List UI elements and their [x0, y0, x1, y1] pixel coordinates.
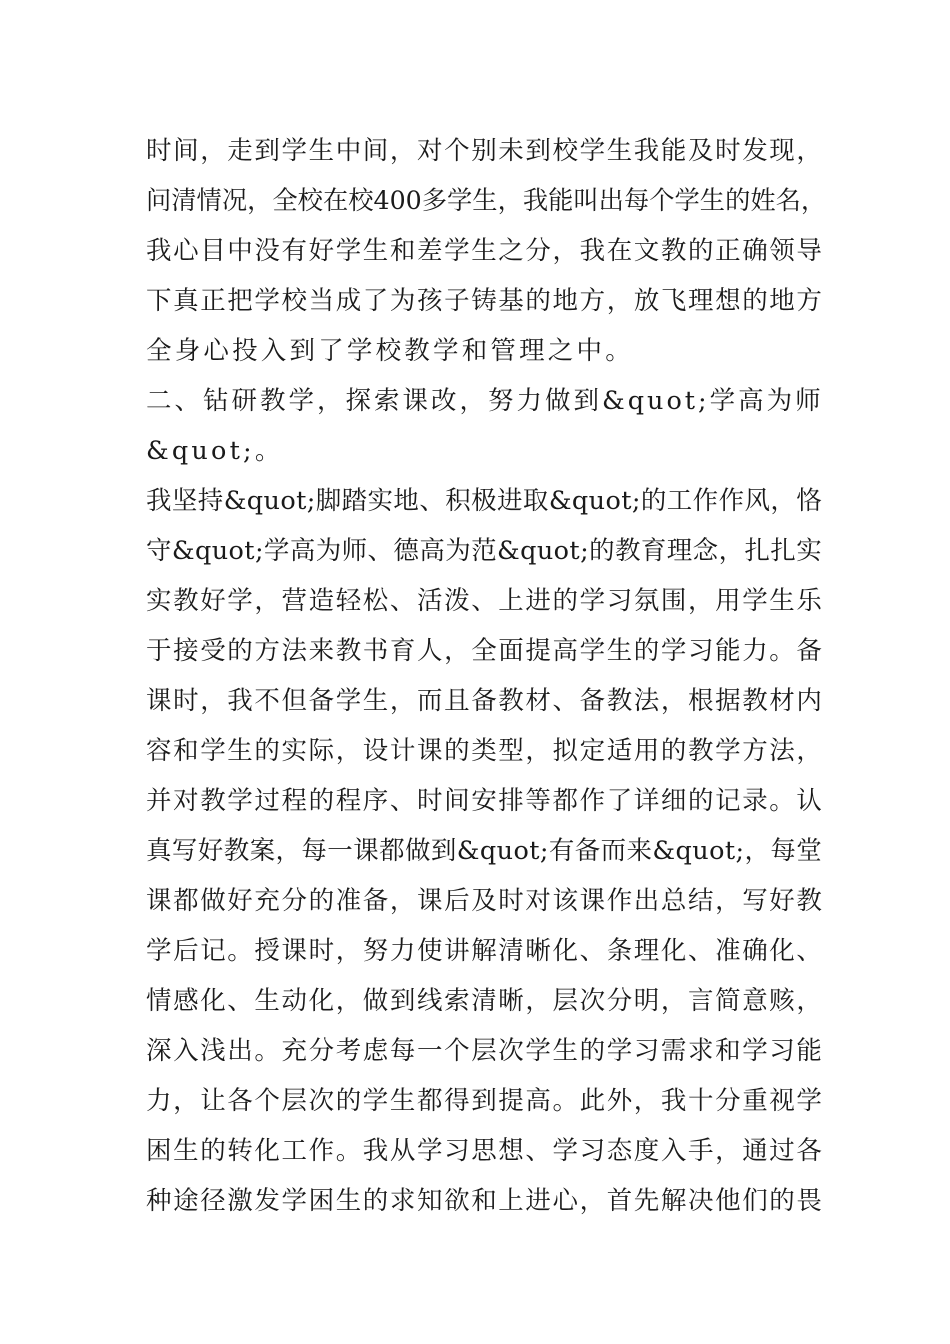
text-line: 深入浅出。充分考虑每一个层次学生的学习需求和学习能 — [146, 1036, 824, 1066]
text-line: 我心目中没有好学生和差学生之分，我在文教的正确领导 — [146, 236, 824, 266]
text-line: 力，让各个层次的学生都得到提高。此外，我十分重视学 — [146, 1086, 824, 1116]
text-line: 于接受的方法来教书育人，全面提高学生的学习能力。备 — [146, 636, 824, 666]
text-line: 困生的转化工作。我从学习思想、学习态度入手，通过各 — [146, 1136, 824, 1166]
text-line: 课都做好充分的准备，课后及时对该课作出总结，写好教 — [146, 886, 824, 916]
text-line: 实教好学，营造轻松、活泼、上进的学习氛围，用学生乐 — [146, 586, 824, 616]
section-heading: 二、钻研教学，探索课改，努力做到&quot;学高为师 — [146, 386, 824, 416]
text-line: 学后记。授课时，努力使讲解清晰化、条理化、准确化、 — [146, 936, 824, 966]
text-line: 并对教学过程的程序、时间安排等都作了详细的记录。认 — [146, 786, 824, 816]
text-line: 全身心投入到了学校教学和管理之中。 — [146, 336, 634, 366]
text-line: 种途径激发学困生的求知欲和上进心，首先解决他们的畏 — [146, 1186, 824, 1216]
text-line: 问清情况，全校在校400多学生，我能叫出每个学生的姓名， — [146, 186, 827, 216]
text-line: 我坚持&quot;脚踏实地、积极进取&quot;的工作作风，恪 — [146, 486, 823, 516]
section-heading-continued: &quot;。 — [146, 436, 284, 466]
text-line: 容和学生的实际，设计课的类型，拟定适用的教学方法， — [146, 736, 824, 766]
text-line: 下真正把学校当成了为孩子铸基的地方，放飞理想的地方 — [146, 286, 824, 316]
text-line: 课时，我不但备学生，而且备教材、备教法，根据教材内 — [146, 686, 824, 716]
text-line: 时间，走到学生中间，对个别未到校学生我能及时发现， — [146, 136, 824, 166]
text-line: 真写好教案，每一课都做到&quot;有备而来&quot;，每堂 — [146, 836, 823, 866]
text-line: 守&quot;学高为师、德高为范&quot;的教育理念，扎扎实 — [146, 536, 823, 566]
text-line: 情感化、生动化，做到线索清晰，层次分明，言简意赅， — [146, 986, 824, 1016]
